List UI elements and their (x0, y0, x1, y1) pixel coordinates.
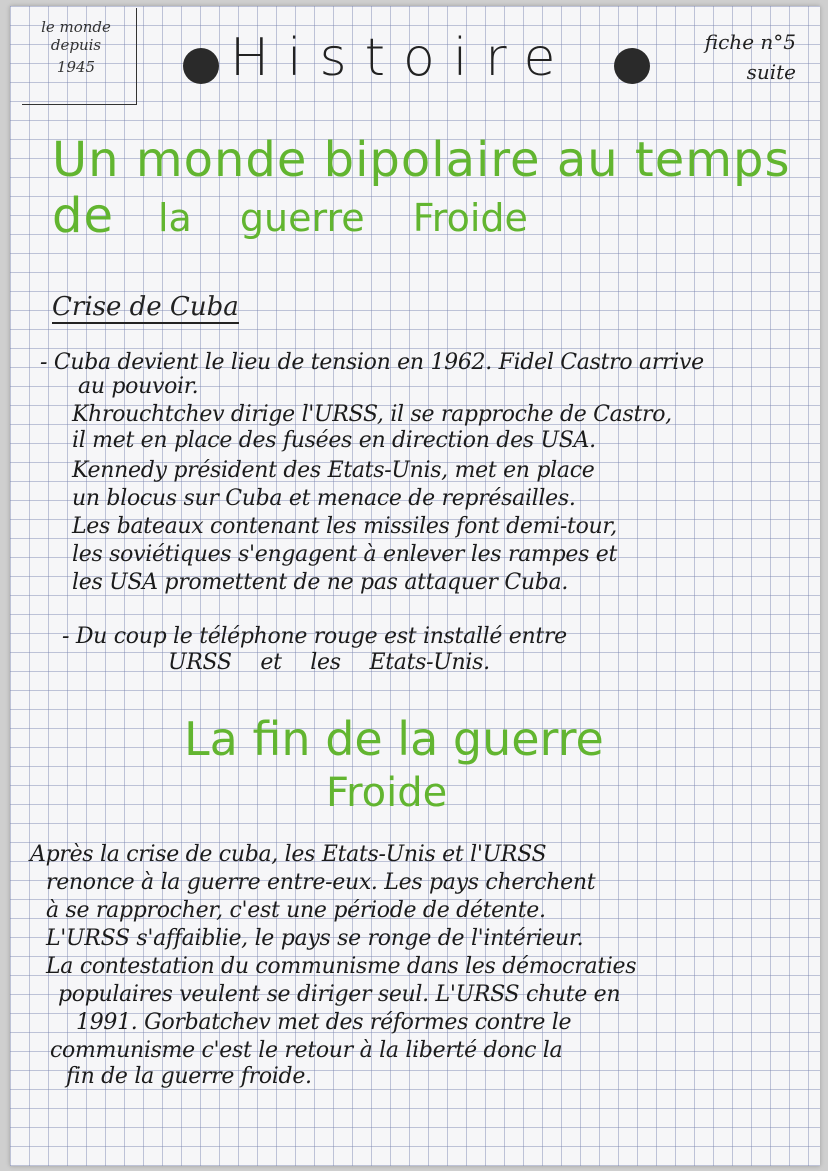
section-title-cuba: Crise de Cuba (52, 292, 239, 322)
text-line: La contestation du communisme dans les démocraties (46, 954, 637, 979)
text-line: à se rapprocher, c'est une période de détente. (46, 898, 546, 923)
text-line: Les bateaux contenant les missiles font demi-tour, (72, 514, 617, 539)
text-line: renonce à la guerre entre-eux. Les pays cherchent (46, 870, 596, 895)
corner-label-line: 1945 (56, 58, 96, 76)
text-line: Khrouchtchev dirige l'URSS, il se rapproche de Castro, (72, 402, 672, 427)
text-line: L'URSS s'affaiblie, le pays se ronge de l'intérieur. (46, 926, 584, 951)
fiche-number: fiche n°5 (704, 30, 796, 54)
text-line: populaires veulent se diriger seul. L'URSS chute en (58, 982, 621, 1007)
corner-label-line: depuis (50, 36, 102, 54)
text-line: les soviétiques s'engagent à enlever les rampes et (72, 542, 618, 567)
text-line: - Cuba devient le lieu de tension en 1962. Fidel Castro arrive (40, 350, 704, 375)
text-line: URSS et les Etats-Unis. (168, 650, 490, 675)
main-title-line2: la guerre Froide (158, 196, 528, 240)
fiche-suite: suite (746, 60, 796, 84)
text-line: il met en place des fusées en direction des USA. (72, 428, 596, 453)
text-line: Kennedy président des Etats-Unis, met en place (72, 458, 595, 483)
section-title-fin-guerre-line1: La fin de la guerre (184, 712, 604, 766)
text-line: les USA promettent de ne pas attaquer Cuba. (72, 570, 569, 595)
subject-heading: Histoire (230, 28, 574, 88)
main-title-line1: Un monde bipolaire au temps de (52, 132, 791, 244)
punch-hole-left (183, 48, 219, 84)
section-title-fin-guerre-line2: Froide (326, 770, 448, 816)
corner-label-line: le monde (41, 18, 111, 36)
text-line: - Du coup le téléphone rouge est installé entre (62, 624, 567, 649)
text-line: au pouvoir. (78, 374, 199, 399)
text-line: Après la crise de cuba, les Etats-Unis et l'URSS (30, 842, 547, 867)
text-line: communisme c'est le retour à la liberté donc la (50, 1038, 563, 1063)
text-line: un blocus sur Cuba et menace de représailles. (72, 486, 576, 511)
text-line: 1991. Gorbatchev met des réformes contre le (76, 1010, 572, 1035)
text-line: fin de la guerre froide. (66, 1064, 312, 1089)
